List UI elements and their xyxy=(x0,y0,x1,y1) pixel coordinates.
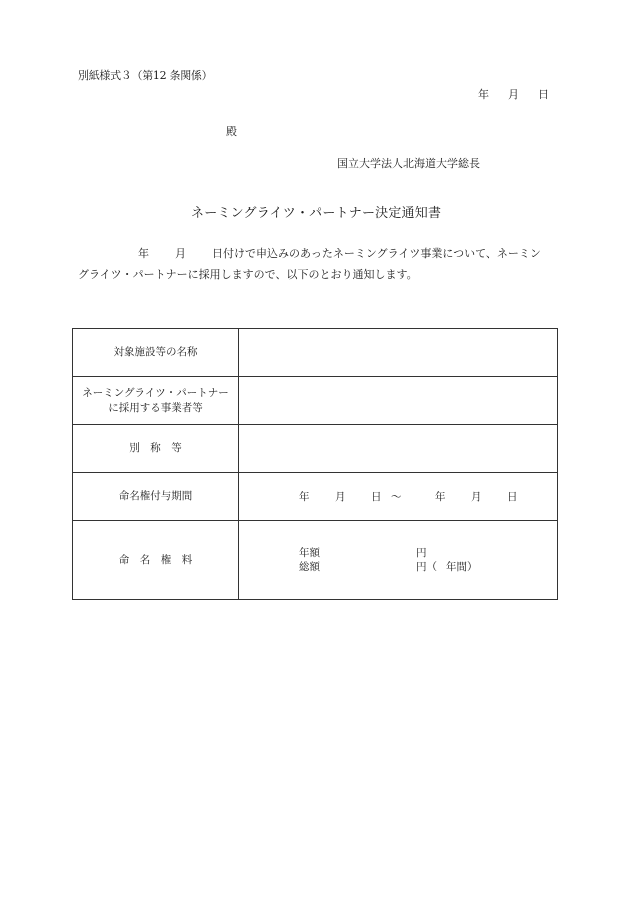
table-row xyxy=(73,521,558,600)
facility-name-field[interactable] xyxy=(239,329,558,377)
issue-date xyxy=(478,86,549,102)
partner-field[interactable] xyxy=(239,377,558,425)
period-day-start: 日 xyxy=(371,491,382,503)
alias-field[interactable] xyxy=(239,425,558,473)
fee-annual-line xyxy=(299,546,557,560)
sender: 国立大学法人北海道大学総長 xyxy=(337,157,480,170)
document-title: ネーミングライツ・パートナー決定通知書 xyxy=(191,206,442,221)
body-line-2: グライツ・パートナーに採用しますので、以下のとおり通知します。 xyxy=(78,268,418,281)
row-label-alias: 別 称 等 xyxy=(73,425,239,473)
date-year: 年 xyxy=(478,88,489,101)
fee-total-unit: 円（ xyxy=(416,561,437,573)
table-row xyxy=(73,425,558,473)
row-label-partner-line2: に採用する事業者等 xyxy=(108,401,203,414)
row-label-partner xyxy=(73,377,239,425)
addressee: 殿 xyxy=(226,125,237,138)
fee-years-unit: 年間） xyxy=(446,561,478,573)
row-label-period: 命名権付与期間 xyxy=(73,473,239,521)
date-month: 月 xyxy=(508,88,519,101)
row-label-partner-line1: ネーミングライツ・パートナー xyxy=(82,386,229,399)
fee-total-label: 総額 xyxy=(299,561,320,573)
period-year-end: 年 xyxy=(435,491,446,503)
period-tilde: ～ xyxy=(391,491,402,503)
form-id: 別紙様式３（第12 条関係） xyxy=(78,69,213,82)
body-text: 日付けで申込みのあったネーミングライツ事業について、ネーミン xyxy=(212,247,541,260)
table-row xyxy=(73,329,558,377)
fee-annual-unit: 円 xyxy=(416,547,427,559)
table-row xyxy=(73,473,558,521)
period-year-start: 年 xyxy=(299,491,310,503)
row-label-fee: 命 名 権 料 xyxy=(73,521,239,600)
body-month: 月 xyxy=(175,247,186,260)
date-day: 日 xyxy=(538,88,549,101)
body-line-1 xyxy=(78,245,541,261)
fee-annual-label: 年額 xyxy=(299,547,320,559)
period-month-end: 月 xyxy=(471,491,482,503)
details-table xyxy=(72,328,558,600)
body-year: 年 xyxy=(138,247,149,260)
period-field[interactable] xyxy=(239,473,558,521)
fee-field[interactable] xyxy=(239,521,558,600)
fee-total-line xyxy=(299,560,557,574)
period-day-end: 日 xyxy=(507,491,518,503)
row-label-facility-name: 対象施設等の名称 xyxy=(73,329,239,377)
table-row xyxy=(73,377,558,425)
period-month-start: 月 xyxy=(335,491,346,503)
